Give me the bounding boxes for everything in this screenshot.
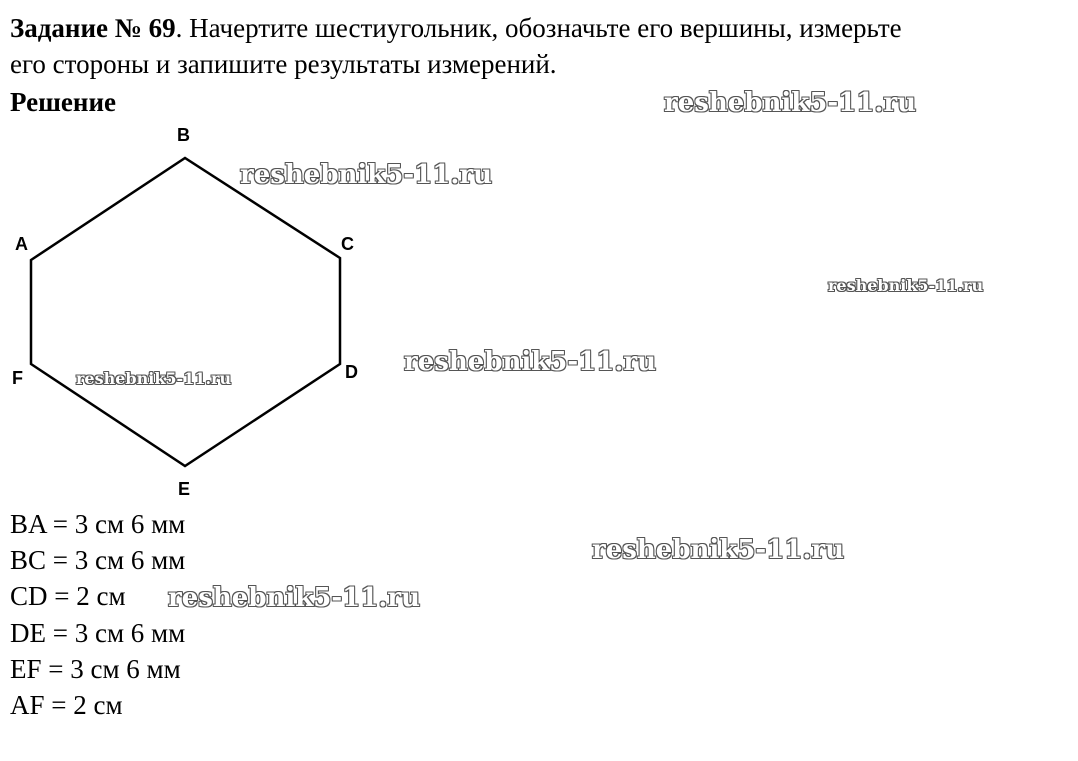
measurement-ba: BA = 3 см 6 мм	[10, 509, 186, 539]
vertex-label-f: F	[12, 368, 23, 388]
vertex-label-c: C	[341, 234, 354, 254]
watermark: reshebnik5-11.ru	[828, 276, 984, 295]
measurement-bc: BC = 3 см 6 мм	[10, 545, 186, 575]
watermark: reshebnik5-11.ru	[404, 347, 657, 377]
vertex-label-a: A	[15, 234, 28, 254]
measurement-cd: CD = 2 см	[10, 581, 126, 611]
measurement-de: DE = 3 см 6 мм	[10, 618, 186, 648]
watermark: reshebnik5-11.ru	[592, 535, 845, 565]
hexagon-shape	[31, 158, 340, 466]
task-statement-line-2: его стороны и запишите результаты измерений.	[10, 49, 557, 79]
watermark: reshebnik5-11.ru	[168, 583, 421, 613]
task-label: Задание № 69	[10, 13, 176, 43]
watermark: reshebnik5-11.ru	[664, 88, 917, 118]
measurement-ef: EF = 3 см 6 мм	[10, 654, 181, 684]
watermark: reshebnik5-11.ru	[76, 369, 232, 388]
vertex-label-d: D	[345, 362, 358, 382]
watermark: reshebnik5-11.ru	[240, 160, 493, 190]
task-text-1: . Начертите шестиугольник, обозначьте его вершины, измерьте	[175, 13, 902, 43]
vertex-label-b: B	[177, 125, 190, 145]
solution-heading: Решение	[10, 87, 116, 117]
measurement-af: AF = 2 см	[10, 690, 123, 720]
vertex-label-e: E	[178, 479, 191, 499]
